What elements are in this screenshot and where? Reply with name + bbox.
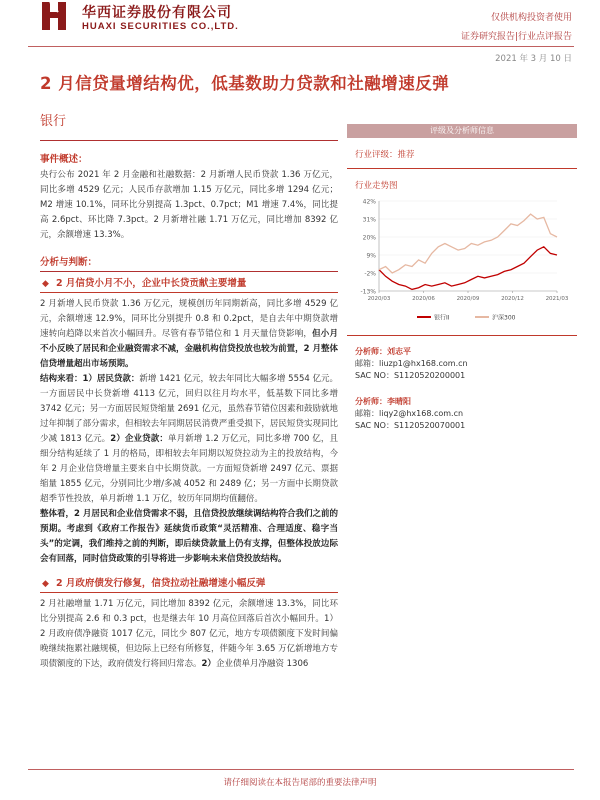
paragraph-text: 2 月社融增量 1.71 万亿元，同比增加 8392 亿元，余额增速 13.3%，同比环比分别提高 2.6 和 0.3 pct，也是继去年 10 月高位回落后首次小幅回升。1）2 月政府债净融资 1017 亿元，同比少 807 亿元，地方专项债额度下发时间偏晚继续拖累社融规模，但边际上已经有所修复，伴随今年 3.65 万亿新增地方专项债额度的下达，政府债发行将回归常态。 <box>40 599 338 669</box>
sidebar <box>347 124 577 432</box>
huaxi-logo-icon <box>38 0 70 34</box>
event-text: 央行公布 2021 年 2 月金融和社融数据：2 月新增人民币贷款 1.36 万亿元，同比多增 4529 亿元；人民币存款增加 1.15 万亿元，同比多增 1294 亿元；M2 增速 10.1%，同环比分别提高 1.3pct、0.7pct；M1 增速 7.4%，同比提高 2.6pct、环比降 7.3pct。2 月新增社融 1.71 万亿元，同比增加 8392 亿元，余额增速 13.3%。 <box>40 170 338 240</box>
subsection-title-2: 2 月政府债发行修复，信贷拉动社融增速小幅反弹 <box>56 578 266 589</box>
y-tick-label: 31% <box>362 216 376 224</box>
rating-value: 推荐 <box>397 150 415 160</box>
sidebar-divider <box>347 335 577 336</box>
paragraph-bold-text: 结构来看：1）居民贷款： <box>40 374 140 384</box>
analyst-sac: S1120520200001 <box>393 371 466 380</box>
company-name-en: HUAXI SECURITIES CO.,LTD. <box>82 21 239 32</box>
y-tick-label: -13% <box>360 288 376 296</box>
paragraph-bold-text: 2） <box>201 659 216 669</box>
bullet-icon: ◆ <box>42 579 49 589</box>
subsection-heading-2 <box>40 575 338 593</box>
x-tick-label: 2020/06 <box>412 296 435 302</box>
legend-label: 沪深300 <box>492 314 516 322</box>
analyst-email-line <box>355 358 577 370</box>
trend-chart <box>347 191 577 331</box>
main-content <box>40 140 338 672</box>
analyst-role: 分析师： <box>355 347 387 356</box>
email-label: 邮箱： <box>355 359 379 368</box>
y-tick-label: 9% <box>366 252 376 260</box>
x-tick-label: 2021/03 <box>545 296 569 302</box>
report-type: 证券研究报告|行业点评报告 <box>460 32 572 42</box>
analyst-sac: S1120520070001 <box>393 421 466 430</box>
analyst-name: 李晴阳 <box>387 397 411 406</box>
y-tick-label: -2% <box>364 270 376 278</box>
legal-notice: 请仔细阅读在本报告尾部的重要法律声明 <box>223 778 377 788</box>
subsection-1-paragraph-1 <box>40 297 338 372</box>
email-label: 邮箱： <box>355 409 379 418</box>
analyst-name-line <box>355 346 577 358</box>
content-divider <box>40 140 338 141</box>
x-tick-label: 2020/12 <box>501 296 524 302</box>
subsection-2-paragraph-1 <box>40 597 338 672</box>
y-tick-label: 42% <box>362 198 376 206</box>
report-title: 2 月信贷量增结构优，低基数助力贷款和社融增速反弹 <box>40 74 450 93</box>
series-line-1 <box>379 247 557 290</box>
series-line-2 <box>379 214 557 273</box>
sidebar-title: 评级及分析师信息 <box>347 124 577 138</box>
paragraph-text: 2 月新增人民币贷款 1.36 万亿元，规模创历年同期新高，同比多增 4529 亿元，余额增速 12.9%，同环比分别提升 0.8 和 0.2pct，是自去年中期贷款增速转向趋降以来首次小幅回升。尽管有春节错位和 1 月天量信贷影响， <box>40 299 338 339</box>
paragraph-text: 单月新增 1.2 万亿元，同比多增 700 亿，且细分结构延续了 1 月的格局，即相较去年同期以短贷拉动为主的投放结构，今年 2 月企业信贷增量主要来自中长期贷款。一方面短贷新增 2497 亿元、票据缩量 1855 亿元，分别同比少增/多减 4052 和 2489 亿；另一方面中长期贷款超季节性投放，单月新增 1.1 万亿，较历年同期均值翻倍。 <box>40 434 338 504</box>
analyst-email[interactable]: liqy2@hx168.com.cn <box>379 409 464 418</box>
bullet-icon: ◆ <box>42 279 49 289</box>
analyst-email-line <box>355 408 577 420</box>
sac-label: SAC NO： <box>355 421 394 430</box>
legend-label: 银行II <box>434 314 450 322</box>
analyst-block-1 <box>355 346 577 382</box>
analysis-divider <box>40 271 338 272</box>
trend-label: 行业走势图 <box>355 181 398 191</box>
x-tick-label: 2020/09 <box>456 296 480 302</box>
event-heading: 事件概述： <box>40 154 88 165</box>
sidebar-divider <box>347 168 577 169</box>
audience-note: 仅供机构投资者使用 <box>490 13 572 23</box>
paragraph-text: 企业债单月净融资 1306 <box>215 659 309 669</box>
trend-chart-svg <box>347 191 577 331</box>
x-tick-label: 2020/03 <box>367 296 391 302</box>
analyst-role: 分析师： <box>355 397 387 406</box>
industry-name: 银行 <box>40 114 67 129</box>
report-date: 2021 年 3 月 10 日 <box>495 54 572 64</box>
industry-rating <box>355 148 577 162</box>
subsection-heading-1 <box>40 275 338 293</box>
page-header <box>0 0 600 64</box>
analysis-heading: 分析与判断： <box>40 257 98 268</box>
rating-label: 行业评级： <box>355 150 398 160</box>
company-name-cn: 华西证券股份有限公司 <box>82 5 232 21</box>
y-tick-label: 20% <box>362 234 376 242</box>
paragraph-text: 新增 1421 亿元，较去年同比大幅多增 5554 亿元。一方面居民中长贷新增 4113 亿元，回归以往月均水平，低基数下同比多增 3742 亿元；另一方面居民短贷缩量 2691 亿元，虽然春节错位因素和鼓励就地过年抑制了部分需求，但相较去年同期居民消费严重受损下，居民短贷实现同比少减 1813 亿元。 <box>40 374 338 444</box>
analyst-sac-line <box>355 370 577 382</box>
footer-divider <box>28 769 574 770</box>
subsection-1-paragraph-3: 整体看，2 月居民和企业信贷需求不弱，且信贷投放继续调结构符合我们之前的预期。考虑到《政府工作报告》延续货币政策“灵活精准、合理适度、稳字当头”的定调，我们维持之前的判断，即后续贷款量上仍有支撑，但整体投放边际会有回落，同时信贷政策的引导将进一步影响未来信贷投放结构。 <box>40 509 338 564</box>
analyst-name-line <box>355 396 577 408</box>
analyst-name: 刘志平 <box>387 347 411 356</box>
analyst-email[interactable]: liuzp1@hx168.com.cn <box>379 359 468 368</box>
analyst-sac-line <box>355 420 577 432</box>
subsection-1-paragraph-2 <box>40 372 338 507</box>
subsection-title-1: 2 月信贷小月不小，企业中长贷贡献主要增量 <box>56 278 247 289</box>
analyst-block-2 <box>355 396 577 432</box>
header-divider <box>28 46 574 47</box>
paragraph-bold-text: 2）企业贷款： <box>110 434 168 444</box>
paragraph-bold-text: 但小月不小反映了居民和企业融资需求不减，金融机构信贷投放也较为前置，2 月整体信贷增量超出市场预期。 <box>40 329 338 369</box>
sac-label: SAC NO： <box>355 371 394 380</box>
